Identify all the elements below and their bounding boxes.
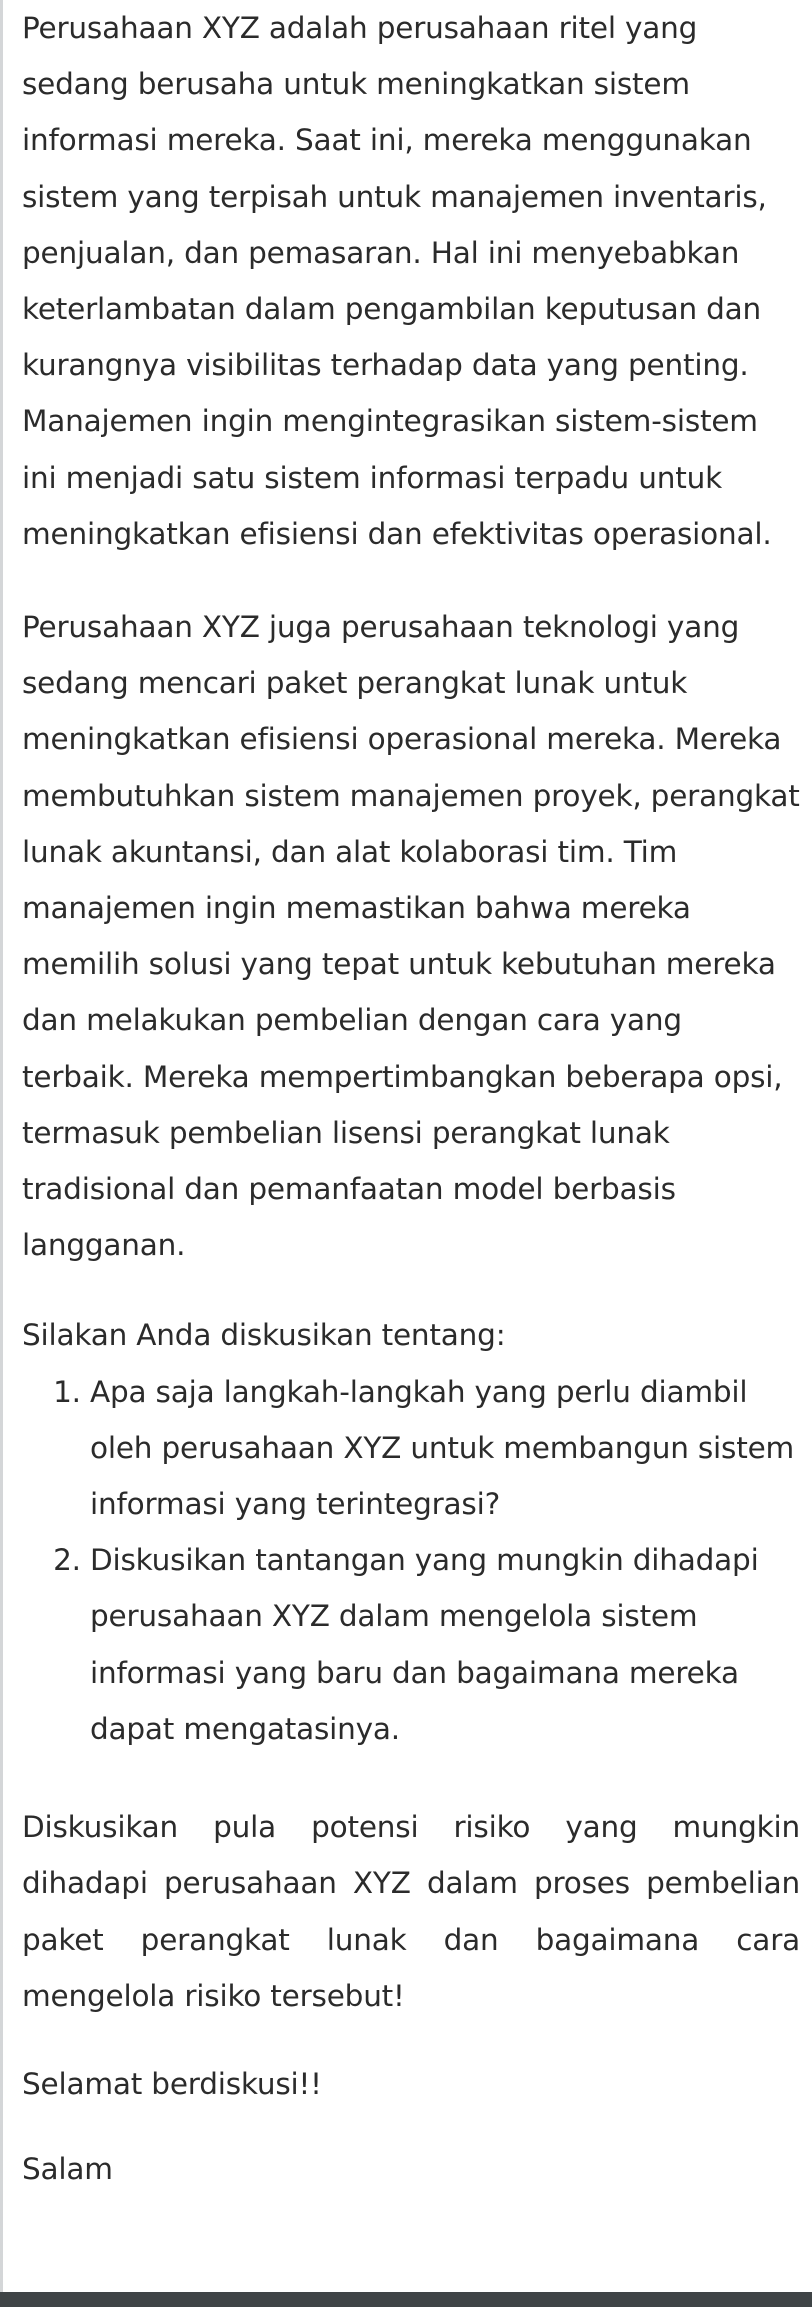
closing-text: Selamat berdiskusi!! [22,2066,322,2101]
signoff-text: Salam [22,2152,113,2187]
discussion-intro: Silakan Anda diskusikan tentang: [22,1318,506,1353]
case-paragraph-retail: Perusahaan XYZ adalah perusahaan ritel yang sedang berusaha untuk meningkatkan sistem informasi mereka. Saat ini, mereka menggunakan sistem yang terpisah untuk manajemen inventaris, penjualan, dan pemasaran. Hal ini menyebabkan keterlambatan dalam pengambilan keputusan dan kurangnya visibilitas terhadap data yang penting. Manajemen ingin mengintegrasikan sistem-sistem ini menjadi satu sistem informasi terpadu untuk meningkatkan efisiensi dan efektivitas operasional. [22,11,772,551]
question-list [22,1364,800,1757]
question-item-1: 1. Apa saja langkah-langkah yang perlu diambil oleh perusahaan XYZ untuk membangun sistem informasi yang terintegrasi? [90,1364,800,1533]
case-paragraph-technology: Perusahaan XYZ juga perusahaan teknologi yang sedang mencari paket perangkat lunak untuk meningkatkan efisiensi operasional mereka. Mereka membutuhkan sistem manajemen proyek, perangkat lunak akuntansi, dan alat kolaborasi tim. Tim manajemen ingin memastikan bahwa mereka memilih solusi yang tepat untuk kebutuhan mereka dan melakukan pembelian dengan cara yang terbaik. Mereka mempertimbangkan beberapa opsi, termasuk pembelian lisensi perangkat lunak tradisional dan pemanfaatan model berbasis langganan. [22,610,800,1263]
bottom-bar [0,2292,812,2307]
risk-paragraph: Diskusikan pula potensi risiko yang mungkin dihadapi perusahaan XYZ dalam proses pembelian paket perangkat lunak dan bagaimana cara mengelola risiko tersebut! [22,1810,800,2013]
question-item-2: 2. Diskusikan tantangan yang mungkin dihadapi perusahaan XYZ dalam mengelola sistem informasi yang baru dan bagaimana mereka dapat mengatasinya. [90,1532,800,1757]
left-border-rule [0,0,3,2292]
post-body [22,0,800,2197]
